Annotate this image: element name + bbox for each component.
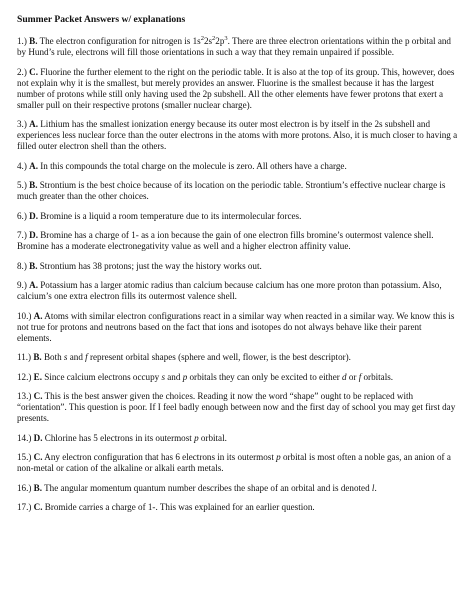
answer-explanation: Bromine has a charge of 1- as a ion because the gain of one electron fills bromine’s outermost valence shell. Bromine has a moderate electronegativity value as well and a higher electron affinity value. xyxy=(17,230,434,251)
answer-item xyxy=(17,372,458,383)
answer-explanation: Potassium has a larger atomic radius than calcium because calcium has one more proton than potassium. Also, calcium’s one extra electron fills its outermost valence shell. xyxy=(17,280,442,301)
answer-letter: A. xyxy=(29,160,38,171)
answer-explanation: Fluorine the further element to the right on the periodic table. It is also at the top of its group. This, however, does not explain why it is the smallest, but merely provides an answer. Fluorine is the smallest because it has the largest number of protons while still only having used the 2p subshell. All the other elements have fewer protons that exert a smaller pull on their respective protons (smaller nuclear charge). xyxy=(17,66,455,110)
answer-explanation: In this compounds the total charge on the molecule is zero. All others have a charge. xyxy=(37,160,347,171)
answer-explanation: Bromide carries a charge of 1-. This was explained for an earlier question. xyxy=(42,502,315,512)
answer-explanation: Lithium has the smallest ionization energy because its outer most electron is by itself in the 2s subshell and experiences less nuclear force than the outer electrons in the atoms with more protons. Also, it is much closer to having a filled outer electron shell than the others. xyxy=(17,119,458,151)
answer-explanation: Both s and f represent orbital shapes (sphere and well, flower, is the best descriptor). xyxy=(41,352,351,362)
answer-letter: A. xyxy=(29,119,38,129)
answer-letter: D. xyxy=(29,210,38,221)
question-number: 11.) xyxy=(17,352,34,362)
answer-item xyxy=(17,180,458,202)
question-number: 7.) xyxy=(17,230,30,240)
answer-explanation: The electron configuration for nitrogen is $1s^22s^22p^3$. There are three electron orientations within the p orbital and by Hund’s rule, electrons will fill those orientations in such a way that they remain unpaired if possible. xyxy=(17,34,451,57)
answer-item xyxy=(17,280,458,302)
answer-item xyxy=(17,483,458,494)
answer-item xyxy=(17,230,458,252)
answer-explanation: This is the best answer given the choices. Reading it now the word “shape” ought to be replaced with “orientation”. This question is poor. If I feel badly enough between now and the first day of school you may get first day presents. xyxy=(17,391,456,423)
answer-letter: D. xyxy=(29,230,38,240)
answer-letter: C. xyxy=(33,502,43,512)
answer-letter: A. xyxy=(33,310,43,321)
question-number: 15.) xyxy=(17,452,34,462)
answer-letter: B. xyxy=(29,180,38,190)
answer-item xyxy=(17,502,458,513)
answer-list xyxy=(17,36,458,513)
question-number: 10.) xyxy=(17,310,34,321)
question-number: 2.) xyxy=(17,66,30,77)
question-number: 17.) xyxy=(17,502,34,512)
question-number: 13.) xyxy=(17,391,34,401)
answer-explanation: Strontium has 38 protons; just the way the history works out. xyxy=(37,260,262,271)
question-number: 8.) xyxy=(17,260,30,271)
question-number: 16.) xyxy=(17,482,34,493)
question-number: 6.) xyxy=(17,210,30,221)
answer-item xyxy=(17,311,458,344)
answer-letter: C. xyxy=(33,452,43,462)
answer-explanation: The angular momentum quantum number describes the shape of an orbital and is denoted l. xyxy=(42,482,377,493)
answer-explanation: Chlorine has 5 electrons in its outermost p orbital. xyxy=(42,432,227,443)
answer-explanation: Bromine is a liquid a room temperature due to its intermolecular forces. xyxy=(37,210,302,221)
answer-item xyxy=(17,433,458,444)
answer-item xyxy=(17,391,458,424)
document-title: Summer Packet Answers w/ explanations xyxy=(17,14,186,25)
answer-explanation: Strontium is the best choice because of its location on the periodic table. Strontium’s effective nuclear charge is much greater than the other choices. xyxy=(17,180,446,201)
answer-item xyxy=(17,452,458,474)
answer-explanation: Any electron configuration that has 6 electrons in its outermost p orbital is most often a noble gas, an anion of a non-metal or cation of the alkaline or alkali earth metals. xyxy=(17,452,451,473)
answer-item xyxy=(17,36,458,58)
answer-explanation: Since calcium electrons occupy s and p orbitals they can only be excited to either d or f orbitals. xyxy=(42,371,394,382)
answer-item xyxy=(17,119,458,152)
answer-letter: C. xyxy=(33,391,43,401)
answer-item xyxy=(17,211,458,222)
answer-letter: B. xyxy=(29,36,38,46)
answer-letter: D. xyxy=(33,432,43,443)
answer-letter: A. xyxy=(29,280,38,290)
answer-item xyxy=(17,161,458,172)
question-number: 3.) xyxy=(17,119,30,129)
answer-letter: E. xyxy=(33,371,43,382)
answer-item xyxy=(17,67,458,111)
answer-letter: B. xyxy=(33,352,42,362)
question-number: 1.) xyxy=(17,36,30,46)
answer-item xyxy=(17,352,458,363)
question-number: 14.) xyxy=(17,432,34,443)
answer-letter: B. xyxy=(33,482,43,493)
answer-explanation: Atoms with similar electron configurations react in a similar way when reacted in a similar way. We know this is not true for protons and neutrons based on the fact that ions and isotopes do not always behave like their parent elements. xyxy=(17,310,455,343)
answer-letter: B. xyxy=(29,260,38,271)
question-number: 12.) xyxy=(17,371,34,382)
answer-letter: C. xyxy=(29,66,38,77)
answer-item xyxy=(17,261,458,272)
question-number: 4.) xyxy=(17,160,30,171)
question-number: 9.) xyxy=(17,280,30,290)
question-number: 5.) xyxy=(17,180,30,190)
